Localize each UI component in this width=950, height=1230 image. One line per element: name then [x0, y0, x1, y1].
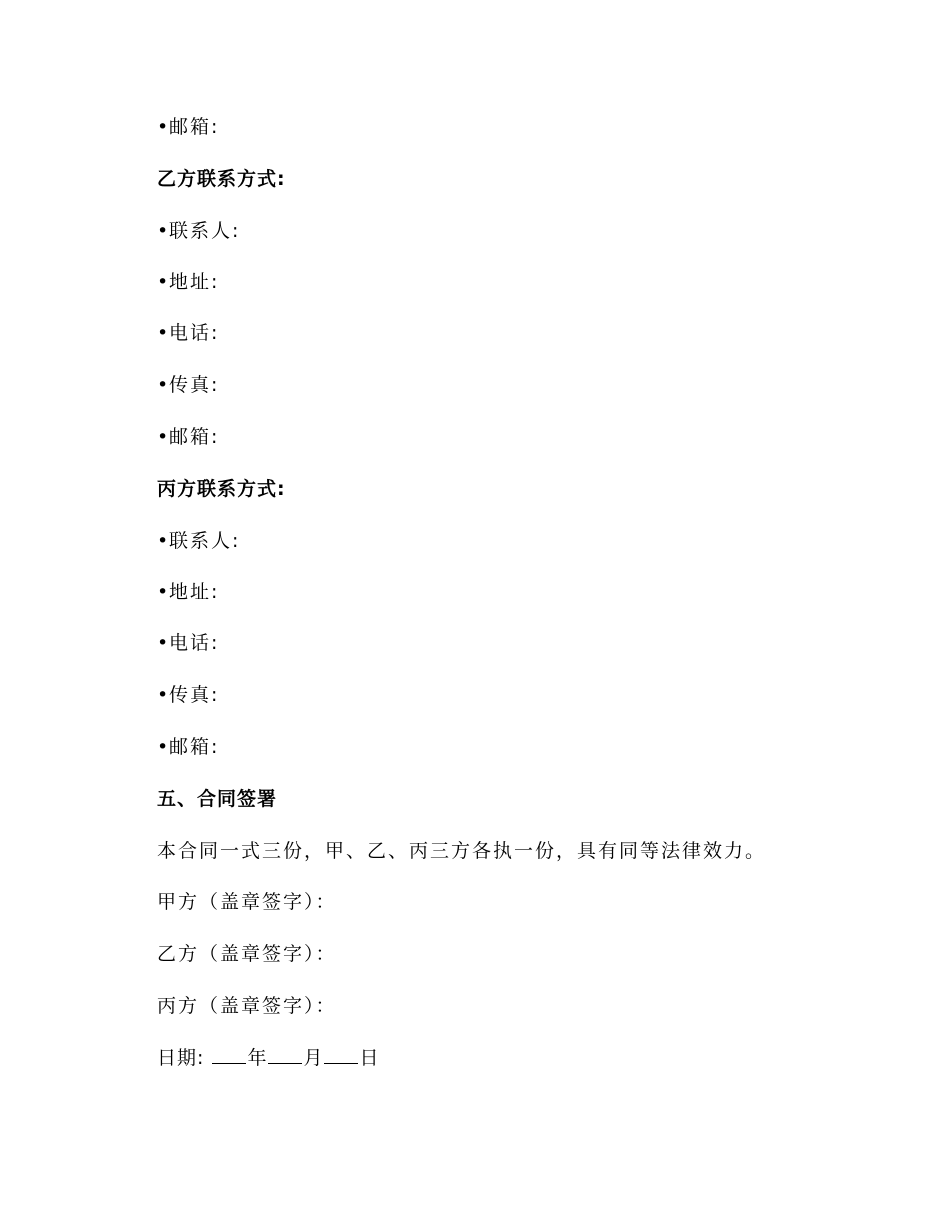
party-a-email-line	[157, 114, 219, 140]
party-c-fax-line	[157, 682, 219, 708]
party-c-email-label: 邮箱:	[169, 736, 220, 758]
party-b-phone-label: 电话:	[169, 322, 220, 344]
bullet: •	[157, 736, 171, 758]
party-c-phone-line	[157, 630, 219, 656]
date-line	[157, 1044, 380, 1071]
signing-section-heading: 五、合同签署	[157, 788, 278, 810]
day-label: 日	[359, 1047, 380, 1069]
party-b-email-label: 邮箱:	[169, 426, 220, 448]
party-b-signature-line: 乙方（盖章签字）：	[157, 943, 337, 965]
party-b-contact-label: 联系人:	[169, 220, 241, 242]
party-c-phone-label: 电话:	[169, 632, 220, 654]
month-blank	[268, 1044, 302, 1064]
bullet: •	[157, 271, 171, 293]
bullet: •	[157, 426, 171, 448]
year-blank	[212, 1044, 246, 1064]
party-c-heading: 丙方联系方式:	[157, 478, 286, 500]
party-c-contact-line	[157, 528, 240, 554]
day-blank	[324, 1044, 358, 1064]
party-a-email-label: 邮箱:	[169, 116, 220, 138]
party-b-address-label: 地址:	[169, 271, 220, 293]
copies-statement: 本合同一式三份，甲、乙、丙三方各执一份，具有同等法律效力。	[157, 840, 767, 862]
party-b-fax-label: 传真:	[169, 374, 220, 396]
party-c-signature-line: 丙方（盖章签字）：	[157, 995, 337, 1017]
party-b-fax-line	[157, 372, 219, 398]
party-c-fax-label: 传真:	[169, 684, 220, 706]
party-b-email-line	[157, 424, 219, 450]
party-a-signature-line: 甲方（盖章签字）：	[157, 891, 337, 913]
bullet: •	[157, 374, 171, 396]
party-b-contact-line	[157, 218, 240, 244]
party-c-contact-label: 联系人:	[169, 530, 241, 552]
bullet: •	[157, 322, 171, 344]
bullet: •	[157, 684, 171, 706]
party-b-phone-line	[157, 320, 219, 346]
year-label: 年	[247, 1047, 268, 1069]
date-label: 日期:	[157, 1047, 205, 1069]
bullet: •	[157, 581, 171, 603]
bullet: •	[157, 530, 171, 552]
party-c-email-line	[157, 734, 219, 760]
party-c-address-line	[157, 579, 219, 605]
party-c-address-label: 地址:	[169, 581, 220, 603]
bullet: •	[157, 116, 171, 138]
party-b-address-line	[157, 269, 219, 295]
bullet: •	[157, 220, 171, 242]
month-label: 月	[303, 1047, 324, 1069]
party-b-heading: 乙方联系方式:	[157, 168, 286, 190]
bullet: •	[157, 632, 171, 654]
